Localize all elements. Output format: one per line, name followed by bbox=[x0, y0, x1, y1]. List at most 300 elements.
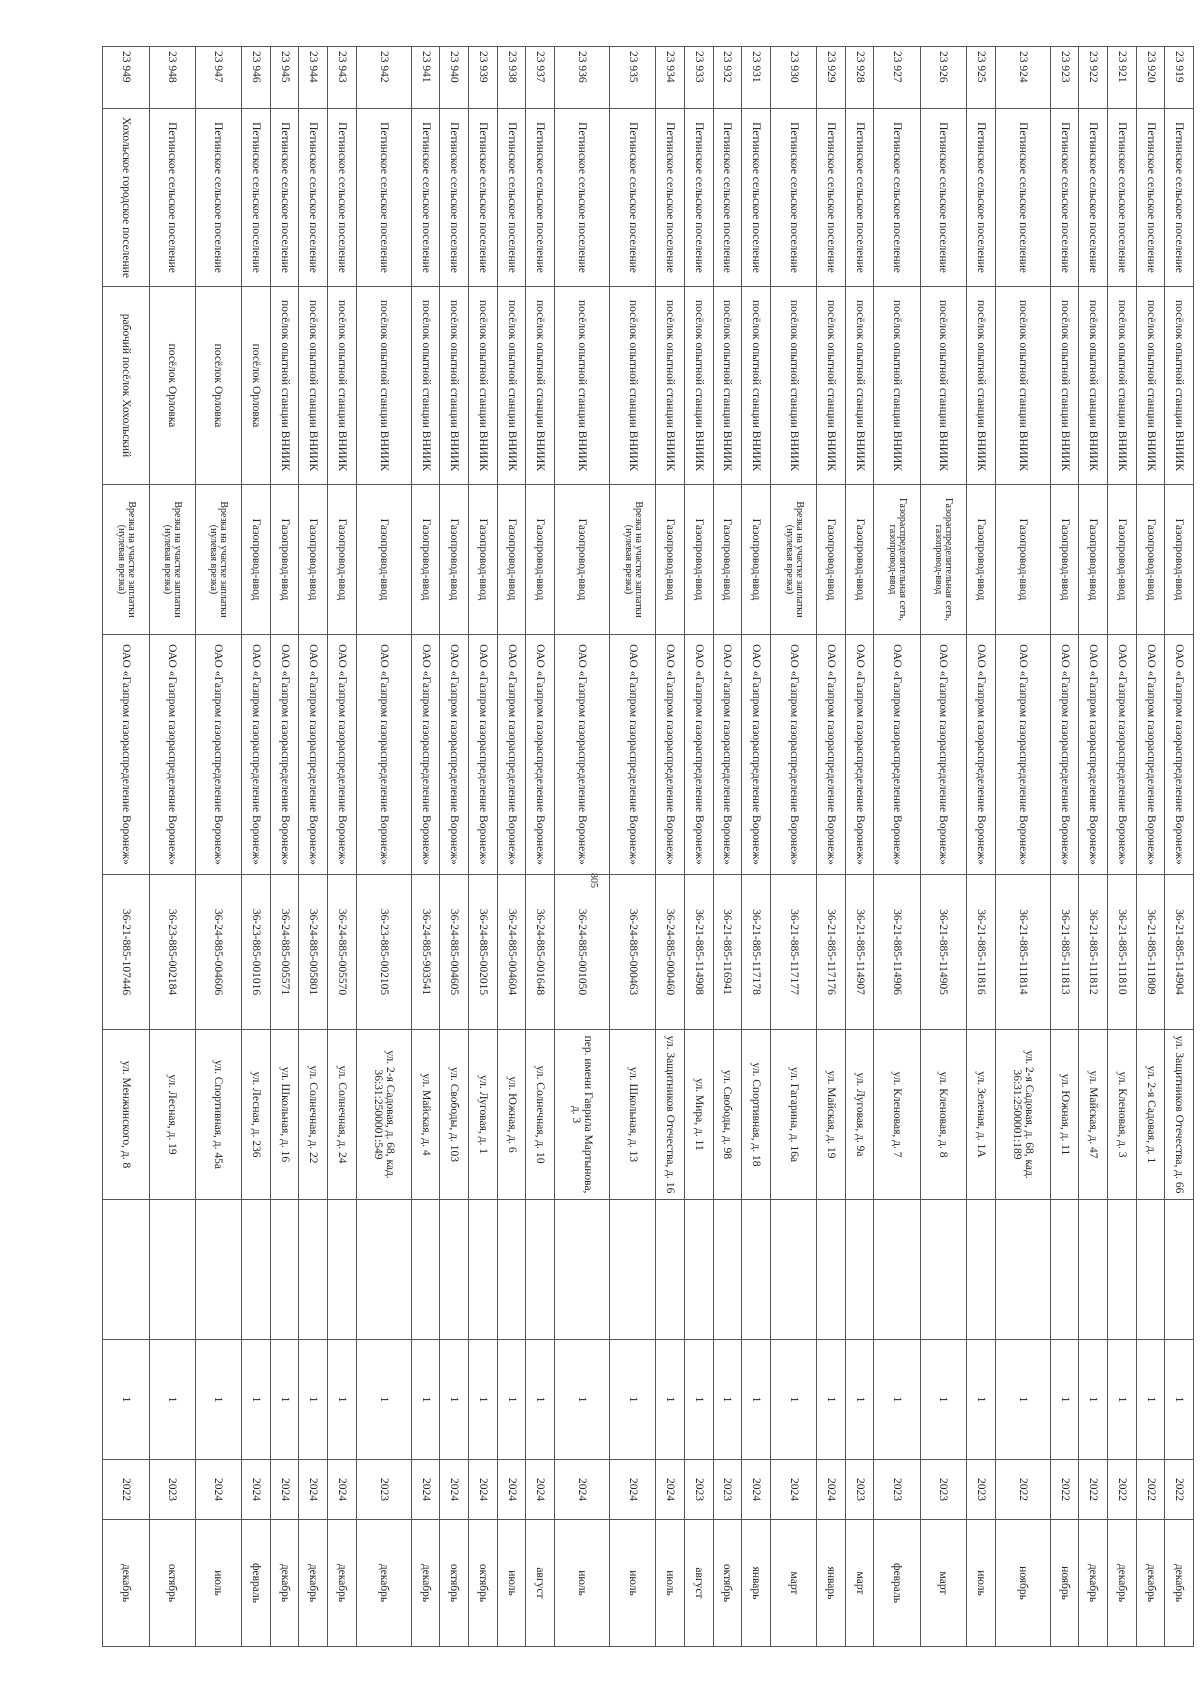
settlement-cell: Петинское сельское поселение bbox=[874, 109, 920, 287]
count-cell: 1 bbox=[1050, 1340, 1079, 1460]
locality-cell: посёлок опытной станции ВНИИК bbox=[469, 287, 498, 485]
table-row bbox=[967, 47, 996, 1647]
owner-cell: ОАО «Газпром газораспределение Воронеж» bbox=[1050, 635, 1079, 875]
year-cell: 2023 bbox=[874, 1460, 920, 1520]
empty-cell bbox=[469, 1200, 498, 1340]
month-cell: август bbox=[526, 1520, 555, 1647]
month-cell: ноябрь bbox=[1050, 1520, 1079, 1647]
settlement-cell: Петинское сельское поселение bbox=[195, 109, 241, 287]
owner-cell: ОАО «Газпром газораспределение Воронеж» bbox=[526, 635, 555, 875]
owner-cell: ОАО «Газпром газораспределение Воронеж» bbox=[328, 635, 357, 875]
object-type-cell: Газопровод-ввод bbox=[1079, 485, 1108, 635]
year-cell: 2023 bbox=[356, 1460, 411, 1520]
year-cell: 2023 bbox=[845, 1460, 874, 1520]
row-number: 23 920 bbox=[1136, 47, 1165, 109]
settlement-cell: Петинское сельское поселение bbox=[469, 109, 498, 287]
locality-cell: посёлок опытной станции ВНИИК bbox=[497, 287, 526, 485]
empty-cell bbox=[411, 1200, 440, 1340]
settlement-cell: Петинское сельское поселение bbox=[242, 109, 271, 287]
object-type-cell: Врезка на участке заплатки (нулевая врезка) bbox=[195, 485, 241, 635]
year-cell: 2024 bbox=[440, 1460, 469, 1520]
object-type-cell: Газопровод-ввод bbox=[356, 485, 411, 635]
object-type-cell: Газопровод-ввод bbox=[1165, 485, 1194, 635]
count-cell: 1 bbox=[149, 1340, 195, 1460]
registry-table-body bbox=[103, 47, 1194, 1647]
object-id-cell: 36-21-885-111810 bbox=[1108, 875, 1137, 1030]
year-cell: 2024 bbox=[656, 1460, 685, 1520]
locality-cell: посёлок Орловка bbox=[149, 287, 195, 485]
month-cell: ноябрь bbox=[995, 1520, 1050, 1647]
object-type-cell: Газопровод-ввод bbox=[270, 485, 299, 635]
count-cell: 1 bbox=[328, 1340, 357, 1460]
address-cell: ул. 2-я Садовая, д. 68, кад. 36:31:2500001:189 bbox=[995, 1030, 1050, 1200]
owner-cell: ОАО «Газпром газораспределение Воронеж» bbox=[149, 635, 195, 875]
object-id-cell: 36-21-885-114905 bbox=[920, 875, 966, 1030]
table-row bbox=[195, 47, 241, 1647]
address-cell: ул. Луговая, д. 9а bbox=[845, 1030, 874, 1200]
empty-cell bbox=[1079, 1200, 1108, 1340]
settlement-cell: Петинское сельское поселение bbox=[440, 109, 469, 287]
address-cell: ул. Спортивная, д. 45а bbox=[195, 1030, 241, 1200]
table-row bbox=[920, 47, 966, 1647]
settlement-cell: Петинское сельское поселение bbox=[149, 109, 195, 287]
year-cell: 2024 bbox=[817, 1460, 846, 1520]
count-cell: 1 bbox=[685, 1340, 714, 1460]
year-cell: 2022 bbox=[1079, 1460, 1108, 1520]
locality-cell: посёлок опытной станции ВНИИК bbox=[1050, 287, 1079, 485]
owner-cell: ОАО «Газпром газораспределение Воронеж» bbox=[995, 635, 1050, 875]
object-type-cell: Газопровод-ввод bbox=[1050, 485, 1079, 635]
address-cell: ул. Школьная, д. 16 bbox=[270, 1030, 299, 1200]
address-cell: ул. Кленовая, д. 3 bbox=[1108, 1030, 1137, 1200]
table-row bbox=[995, 47, 1050, 1647]
owner-cell: ОАО «Газпром газораспределение Воронеж» bbox=[742, 635, 771, 875]
row-number: 23 929 bbox=[817, 47, 846, 109]
address-cell: ул. Майская, д. 4 bbox=[411, 1030, 440, 1200]
address-cell: ул. Солнечная, д. 22 bbox=[299, 1030, 328, 1200]
object-id-cell: 36-21-885-111809 bbox=[1136, 875, 1165, 1030]
object-id-cell: 36-24-885-005570 bbox=[328, 875, 357, 1030]
year-cell: 2024 bbox=[526, 1460, 555, 1520]
object-type-cell: Газопровод-ввод bbox=[817, 485, 846, 635]
count-cell: 1 bbox=[195, 1340, 241, 1460]
settlement-cell: Петинское сельское поселение bbox=[995, 109, 1050, 287]
count-cell: 1 bbox=[555, 1340, 610, 1460]
count-cell: 1 bbox=[497, 1340, 526, 1460]
locality-cell: посёлок опытной станции ВНИИК bbox=[1136, 287, 1165, 485]
empty-cell bbox=[497, 1200, 526, 1340]
count-cell: 1 bbox=[526, 1340, 555, 1460]
object-id-cell: 36-21-885-114904 bbox=[1165, 875, 1194, 1030]
empty-cell bbox=[1050, 1200, 1079, 1340]
table-row bbox=[1079, 47, 1108, 1647]
empty-cell bbox=[713, 1200, 742, 1340]
month-cell: декабрь bbox=[270, 1520, 299, 1647]
year-cell: 2023 bbox=[713, 1460, 742, 1520]
month-cell: июль bbox=[656, 1520, 685, 1647]
count-cell: 1 bbox=[1165, 1340, 1194, 1460]
month-cell: декабрь bbox=[356, 1520, 411, 1647]
owner-cell: ОАО «Газпром газораспределение Воронеж» bbox=[440, 635, 469, 875]
empty-cell bbox=[195, 1200, 241, 1340]
table-row bbox=[497, 47, 526, 1647]
month-cell: июль bbox=[497, 1520, 526, 1647]
empty-cell bbox=[874, 1200, 920, 1340]
count-cell: 1 bbox=[270, 1340, 299, 1460]
year-cell: 2022 bbox=[995, 1460, 1050, 1520]
owner-cell: ОАО «Газпром газораспределение Воронеж» bbox=[103, 635, 150, 875]
count-cell: 1 bbox=[817, 1340, 846, 1460]
object-type-cell: Газораспределительная сеть, газопровод-ввод bbox=[874, 485, 920, 635]
year-cell: 2023 bbox=[967, 1460, 996, 1520]
object-id-cell: 36-24-885-005571 bbox=[270, 875, 299, 1030]
object-type-cell: Газопровод-ввод bbox=[713, 485, 742, 635]
object-type-cell: Врезка на участке заплатки (нулевая врезка) bbox=[149, 485, 195, 635]
object-id-cell: 36-21-885-111814 bbox=[995, 875, 1050, 1030]
count-cell: 1 bbox=[967, 1340, 996, 1460]
object-type-cell: Газопровод-ввод bbox=[299, 485, 328, 635]
owner-cell: ОАО «Газпром газораспределение Воронеж» bbox=[270, 635, 299, 875]
month-cell: январь bbox=[817, 1520, 846, 1647]
object-id-cell: 36-21-885-114907 bbox=[845, 875, 874, 1030]
address-cell: ул. Свободы, д. 103 bbox=[440, 1030, 469, 1200]
year-cell: 2024 bbox=[270, 1460, 299, 1520]
object-type-cell: Газопровод-ввод bbox=[526, 485, 555, 635]
locality-cell: посёлок опытной станции ВНИИК bbox=[1108, 287, 1137, 485]
object-id-cell: 36-21-885-117177 bbox=[770, 875, 816, 1030]
row-number: 23 939 bbox=[469, 47, 498, 109]
count-cell: 1 bbox=[920, 1340, 966, 1460]
settlement-cell: Петинское сельское поселение bbox=[610, 109, 656, 287]
table-row bbox=[242, 47, 271, 1647]
year-cell: 2024 bbox=[497, 1460, 526, 1520]
table-row bbox=[656, 47, 685, 1647]
empty-cell bbox=[356, 1200, 411, 1340]
object-type-cell: Газопровод-ввод bbox=[1108, 485, 1137, 635]
empty-cell bbox=[1136, 1200, 1165, 1340]
row-number: 23 940 bbox=[440, 47, 469, 109]
settlement-cell: Петинское сельское поселение bbox=[742, 109, 771, 287]
year-cell: 2024 bbox=[555, 1460, 610, 1520]
table-row bbox=[469, 47, 498, 1647]
month-cell: октябрь bbox=[149, 1520, 195, 1647]
count-cell: 1 bbox=[242, 1340, 271, 1460]
object-id-cell: 36-24-885-004604 bbox=[497, 875, 526, 1030]
settlement-cell: Петинское сельское поселение bbox=[1136, 109, 1165, 287]
month-cell: декабрь bbox=[1108, 1520, 1137, 1647]
row-number: 23 942 bbox=[356, 47, 411, 109]
locality-cell: посёлок опытной станции ВНИИК bbox=[817, 287, 846, 485]
locality-cell: посёлок опытной станции ВНИИК bbox=[742, 287, 771, 485]
object-type-cell: Газопровод-ввод bbox=[440, 485, 469, 635]
settlement-cell: Хохольское городское поселение bbox=[103, 109, 150, 287]
count-cell: 1 bbox=[103, 1340, 150, 1460]
object-type-cell: Газопровод-ввод bbox=[1136, 485, 1165, 635]
row-number: 23 925 bbox=[967, 47, 996, 109]
row-number: 23 945 bbox=[270, 47, 299, 109]
count-cell: 1 bbox=[356, 1340, 411, 1460]
owner-cell: ОАО «Газпром газораспределение Воронеж» bbox=[1165, 635, 1194, 875]
year-cell: 2024 bbox=[299, 1460, 328, 1520]
empty-cell bbox=[103, 1200, 150, 1340]
address-cell: ул. Солнечная, д. 24 bbox=[328, 1030, 357, 1200]
owner-cell: ОАО «Газпром газораспределение Воронеж» bbox=[299, 635, 328, 875]
empty-cell bbox=[742, 1200, 771, 1340]
month-cell: март bbox=[845, 1520, 874, 1647]
row-number: 23 941 bbox=[411, 47, 440, 109]
locality-cell: посёлок опытной станции ВНИИК bbox=[920, 287, 966, 485]
locality-cell: посёлок опытной станции ВНИИК bbox=[270, 287, 299, 485]
row-number: 23 926 bbox=[920, 47, 966, 109]
locality-cell: посёлок опытной станции ВНИИК bbox=[770, 287, 816, 485]
month-cell: октябрь bbox=[713, 1520, 742, 1647]
table-row bbox=[440, 47, 469, 1647]
locality-cell: посёлок опытной станции ВНИИК bbox=[713, 287, 742, 485]
table-row bbox=[770, 47, 816, 1647]
empty-cell bbox=[526, 1200, 555, 1340]
empty-cell bbox=[440, 1200, 469, 1340]
settlement-cell: Петинское сельское поселение bbox=[497, 109, 526, 287]
address-cell: ул. Гагарина, д. 16а bbox=[770, 1030, 816, 1200]
year-cell: 2022 bbox=[1136, 1460, 1165, 1520]
year-cell: 2022 bbox=[103, 1460, 150, 1520]
month-cell: июль bbox=[967, 1520, 996, 1647]
month-cell: декабрь bbox=[1136, 1520, 1165, 1647]
locality-cell: посёлок опытной станции ВНИИК bbox=[610, 287, 656, 485]
year-cell: 2024 bbox=[195, 1460, 241, 1520]
owner-cell: ОАО «Газпром газораспределение Воронеж» bbox=[920, 635, 966, 875]
row-number: 23 948 bbox=[149, 47, 195, 109]
table-row bbox=[742, 47, 771, 1647]
row-number: 23 936 bbox=[555, 47, 610, 109]
address-cell: ул. Менжинского, д. 8 bbox=[103, 1030, 150, 1200]
month-cell: июль bbox=[610, 1520, 656, 1647]
settlement-cell: Петинское сельское поселение bbox=[1165, 109, 1194, 287]
object-type-cell: Газопровод-ввод bbox=[845, 485, 874, 635]
empty-cell bbox=[920, 1200, 966, 1340]
month-cell: февраль bbox=[874, 1520, 920, 1647]
month-cell: октябрь bbox=[469, 1520, 498, 1647]
settlement-cell: Петинское сельское поселение bbox=[411, 109, 440, 287]
object-type-cell: Врезка на участке заплатки (нулевая врезка) bbox=[103, 485, 150, 635]
owner-cell: ОАО «Газпром газораспределение Воронеж» bbox=[770, 635, 816, 875]
empty-cell bbox=[656, 1200, 685, 1340]
row-number: 23 933 bbox=[685, 47, 714, 109]
object-id-cell: 36-24-885-002015 bbox=[469, 875, 498, 1030]
table-row bbox=[1136, 47, 1165, 1647]
count-cell: 1 bbox=[1108, 1340, 1137, 1460]
locality-cell: посёлок опытной станции ВНИИК bbox=[440, 287, 469, 485]
locality-cell: рабочий посёлок Хохольский bbox=[103, 287, 150, 485]
object-id-cell: 36-24-885-903541 bbox=[411, 875, 440, 1030]
object-id-cell: 36-24-885-000463 bbox=[610, 875, 656, 1030]
locality-cell: посёлок опытной станции ВНИИК bbox=[555, 287, 610, 485]
address-cell: ул. Свободы, д. 98 bbox=[713, 1030, 742, 1200]
table-row bbox=[685, 47, 714, 1647]
address-cell: ул. Мира, д. 11 bbox=[685, 1030, 714, 1200]
month-cell: декабрь bbox=[103, 1520, 150, 1647]
locality-cell: посёлок Орловка bbox=[195, 287, 241, 485]
object-type-cell: Газопровод-ввод bbox=[742, 485, 771, 635]
year-cell: 2022 bbox=[1165, 1460, 1194, 1520]
address-cell: ул. Школьная, д. 13 bbox=[610, 1030, 656, 1200]
year-cell: 2024 bbox=[770, 1460, 816, 1520]
locality-cell: посёлок опытной станции ВНИИК bbox=[845, 287, 874, 485]
table-row bbox=[411, 47, 440, 1647]
count-cell: 1 bbox=[1136, 1340, 1165, 1460]
address-cell: ул. Защитников Отечества, д. 16 bbox=[656, 1030, 685, 1200]
address-cell: ул. Лесная, д. 236 bbox=[242, 1030, 271, 1200]
object-id-cell: 36-21-885-111816 bbox=[967, 875, 996, 1030]
empty-cell bbox=[328, 1200, 357, 1340]
owner-cell: ОАО «Газпром газораспределение Воронеж» bbox=[497, 635, 526, 875]
object-id-cell: 36-21-885-107446 bbox=[103, 875, 150, 1030]
settlement-cell: Петинское сельское поселение bbox=[1079, 109, 1108, 287]
settlement-cell: Петинское сельское поселение bbox=[1108, 109, 1137, 287]
object-type-cell: Газопровод-ввод bbox=[328, 485, 357, 635]
address-cell: пер. имени Гаврила Мартынова, д. 3 bbox=[555, 1030, 610, 1200]
month-cell: март bbox=[770, 1520, 816, 1647]
object-type-cell: Газопровод-ввод bbox=[242, 485, 271, 635]
settlement-cell: Петинское сельское поселение bbox=[299, 109, 328, 287]
owner-cell: ОАО «Газпром газораспределение Воронеж» bbox=[1079, 635, 1108, 875]
settlement-cell: Петинское сельское поселение bbox=[967, 109, 996, 287]
address-cell: ул. Солнечная, д. 10 bbox=[526, 1030, 555, 1200]
object-id-cell: 36-23-885-002105 bbox=[356, 875, 411, 1030]
owner-cell: ОАО «Газпром газораспределение Воронеж» bbox=[1108, 635, 1137, 875]
locality-cell: посёлок опытной станции ВНИИК bbox=[526, 287, 555, 485]
table-row bbox=[1165, 47, 1194, 1647]
object-type-cell: Врезка на участке заплатки (нулевая врезка) bbox=[770, 485, 816, 635]
count-cell: 1 bbox=[770, 1340, 816, 1460]
row-number: 23 947 bbox=[195, 47, 241, 109]
month-cell: октябрь bbox=[440, 1520, 469, 1647]
empty-cell bbox=[299, 1200, 328, 1340]
address-cell: ул. Зеленая, д. 1А bbox=[967, 1030, 996, 1200]
address-cell: ул. Южная, д. 11 bbox=[1050, 1030, 1079, 1200]
count-cell: 1 bbox=[469, 1340, 498, 1460]
object-id-cell: 36-21-885-111813 bbox=[1050, 875, 1079, 1030]
table-row bbox=[356, 47, 411, 1647]
settlement-cell: Петинское сельское поселение bbox=[328, 109, 357, 287]
empty-cell bbox=[555, 1200, 610, 1340]
row-number: 23 944 bbox=[299, 47, 328, 109]
month-cell: август bbox=[685, 1520, 714, 1647]
year-cell: 2024 bbox=[242, 1460, 271, 1520]
settlement-cell: Петинское сельское поселение bbox=[845, 109, 874, 287]
year-cell: 2023 bbox=[149, 1460, 195, 1520]
address-cell: ул. Защитников Отечества, д. 66 bbox=[1165, 1030, 1194, 1200]
month-cell: декабрь bbox=[328, 1520, 357, 1647]
month-cell: июль bbox=[555, 1520, 610, 1647]
month-cell: декабрь bbox=[299, 1520, 328, 1647]
owner-cell: ОАО «Газпром газораспределение Воронеж» bbox=[356, 635, 411, 875]
settlement-cell: Петинское сельское поселение bbox=[555, 109, 610, 287]
settlement-cell: Петинское сельское поселение bbox=[1050, 109, 1079, 287]
object-type-cell: Газопровод-ввод bbox=[656, 485, 685, 635]
settlement-cell: Петинское сельское поселение bbox=[685, 109, 714, 287]
month-cell: январь bbox=[742, 1520, 771, 1647]
address-cell: ул. Луговая, д. 1 bbox=[469, 1030, 498, 1200]
page-number: 805 bbox=[588, 873, 599, 888]
year-cell: 2024 bbox=[328, 1460, 357, 1520]
count-cell: 1 bbox=[995, 1340, 1050, 1460]
year-cell: 2024 bbox=[411, 1460, 440, 1520]
address-cell: ул. 2-я Садовая, д. 1 bbox=[1136, 1030, 1165, 1200]
object-id-cell: 36-21-885-111812 bbox=[1079, 875, 1108, 1030]
table-row bbox=[270, 47, 299, 1647]
settlement-cell: Петинское сельское поселение bbox=[270, 109, 299, 287]
count-cell: 1 bbox=[845, 1340, 874, 1460]
locality-cell: посёлок опытной станции ВНИИК bbox=[411, 287, 440, 485]
table-row bbox=[555, 47, 610, 1647]
row-number: 23 923 bbox=[1050, 47, 1079, 109]
settlement-cell: Петинское сельское поселение bbox=[713, 109, 742, 287]
month-cell: февраль bbox=[242, 1520, 271, 1647]
locality-cell: посёлок опытной станции ВНИИК bbox=[995, 287, 1050, 485]
object-type-cell: Газопровод-ввод bbox=[497, 485, 526, 635]
row-number: 23 922 bbox=[1079, 47, 1108, 109]
row-number: 23 949 bbox=[103, 47, 150, 109]
settlement-cell: Петинское сельское поселение bbox=[526, 109, 555, 287]
empty-cell bbox=[1108, 1200, 1137, 1340]
object-type-cell: Газопровод-ввод bbox=[411, 485, 440, 635]
object-id-cell: 36-23-885-001016 bbox=[242, 875, 271, 1030]
object-id-cell: 36-23-885-002184 bbox=[149, 875, 195, 1030]
row-number: 23 927 bbox=[874, 47, 920, 109]
count-cell: 1 bbox=[440, 1340, 469, 1460]
locality-cell: посёлок опытной станции ВНИИК bbox=[656, 287, 685, 485]
table-row bbox=[526, 47, 555, 1647]
owner-cell: ОАО «Газпром газораспределение Воронеж» bbox=[685, 635, 714, 875]
month-cell: декабрь bbox=[1165, 1520, 1194, 1647]
empty-cell bbox=[610, 1200, 656, 1340]
owner-cell: ОАО «Газпром газораспределение Воронеж» bbox=[195, 635, 241, 875]
object-id-cell: 36-21-885-117178 bbox=[742, 875, 771, 1030]
month-cell: декабрь bbox=[411, 1520, 440, 1647]
object-id-cell: 36-24-885-004606 bbox=[195, 875, 241, 1030]
settlement-cell: Петинское сельское поселение bbox=[356, 109, 411, 287]
row-number: 23 932 bbox=[713, 47, 742, 109]
table-row bbox=[299, 47, 328, 1647]
object-type-cell: Газопровод-ввод bbox=[967, 485, 996, 635]
object-id-cell: 36-21-885-117176 bbox=[817, 875, 846, 1030]
object-type-cell: Газопровод-ввод bbox=[469, 485, 498, 635]
empty-cell bbox=[817, 1200, 846, 1340]
month-cell: март bbox=[920, 1520, 966, 1647]
address-cell: ул. Лесная, д. 19 bbox=[149, 1030, 195, 1200]
object-id-cell: 36-24-885-001648 bbox=[526, 875, 555, 1030]
row-number: 23 934 bbox=[656, 47, 685, 109]
year-cell: 2023 bbox=[685, 1460, 714, 1520]
month-cell: декабрь bbox=[1079, 1520, 1108, 1647]
object-id-cell: 36-24-885-000460 bbox=[656, 875, 685, 1030]
year-cell: 2024 bbox=[742, 1460, 771, 1520]
count-cell: 1 bbox=[299, 1340, 328, 1460]
locality-cell: посёлок опытной станции ВНИИК bbox=[328, 287, 357, 485]
row-number: 23 935 bbox=[610, 47, 656, 109]
owner-cell: ОАО «Газпром газораспределение Воронеж» bbox=[1136, 635, 1165, 875]
empty-cell bbox=[1165, 1200, 1194, 1340]
year-cell: 2023 bbox=[920, 1460, 966, 1520]
year-cell: 2024 bbox=[610, 1460, 656, 1520]
count-cell: 1 bbox=[411, 1340, 440, 1460]
count-cell: 1 bbox=[874, 1340, 920, 1460]
address-cell: ул. 2-я Садовая, д. 68, кад. 36:31:2500001:549 bbox=[356, 1030, 411, 1200]
object-id-cell: 36-21-885-116941 bbox=[713, 875, 742, 1030]
settlement-cell: Петинское сельское поселение bbox=[920, 109, 966, 287]
empty-cell bbox=[242, 1200, 271, 1340]
